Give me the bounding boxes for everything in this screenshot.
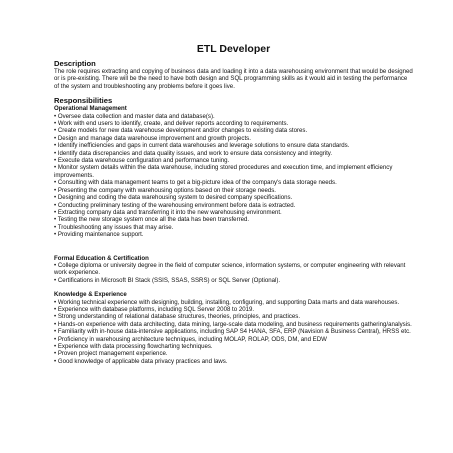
list-item: • Hands-on experience with data architecting, data mining, large-scale data modeling, and business requirements gathering/analysis. <box>54 320 412 328</box>
list-item: • Conducting preliminary testing of the warehousing environment before data is extracted. <box>54 201 296 209</box>
list-item: • Strong understanding of relational database structures, theories, principles, and practices. <box>54 313 301 321</box>
list-item: • Identify data discrepancies and data quality issues, and work to ensure data consistency and integrity. <box>54 149 333 157</box>
list-item: • Experience with data processing flowcharting techniques. <box>54 343 213 350</box>
list-item: • Working technical experience with designing, building, installing, configuring, and supporting Data marts and data warehouses. <box>54 298 400 306</box>
document-title: ETL Developer <box>196 43 271 55</box>
list-item: • Troubleshooting any issues that may arise. <box>54 223 174 231</box>
list-item: • Testing the new storage system once all the data has been transferred. <box>54 216 250 224</box>
list-item: • Designing and coding the data warehousing system to desired company specifications. <box>54 194 293 202</box>
list-item: • Identify inefficiencies and gaps in current data warehouses and leverage solutions to ensure data standards. <box>54 142 350 150</box>
list-item: • Providing maintenance support. <box>54 231 144 239</box>
responsibilities-heading: Responsibilities <box>54 96 113 106</box>
list-item: • Oversee data collection and master data and database(s). <box>54 112 215 120</box>
education-heading: Formal Education & Certification <box>54 254 149 262</box>
operational-management-subheading: Operational Management <box>54 105 127 113</box>
list-item: • Certifications in Microsoft BI Stack (SSIS, SSAS, SSRS) or SQL Server (Optional). <box>54 276 281 284</box>
list-item: • Experience with database platforms, including SQL Server 2008 to 2019. <box>54 305 255 313</box>
responsibilities-list <box>54 113 413 239</box>
list-item: • Execute data warehouse configuration and performance tuning. <box>54 157 230 165</box>
list-item: • Work with end users to identify, create, and deliver reports according to requirements. <box>54 120 289 128</box>
knowledge-list <box>54 299 413 366</box>
list-item: • Presenting the company with warehousing options based on their storage needs. <box>54 186 276 194</box>
list-item: • Monitor system details within the data warehouse, including stored procedures and execution time, and implement efficiency improvements. <box>54 164 393 179</box>
list-item: • Good knowledge of applicable data privacy practices and laws. <box>54 357 228 365</box>
list-item: • Proficiency in warehousing architecture techniques, including MOLAP, ROLAP, ODS, DM, and EDW <box>54 335 327 343</box>
description-text: The role requires extracting and copying of business data and loading it into a data warehousing environment that would be designed or is pre-existing. There will be the need to have both design and SQL programming skills as it would aid in testing the performance of the system and troubleshooting any problems before it goes live. <box>54 68 413 90</box>
list-item: • Consulting with data management teams to get a big-picture idea of the company's data storage needs. <box>54 179 337 187</box>
list-item: • Extracting company data and transferring it into the new warehousing environment. <box>54 208 282 216</box>
list-item: • Proven project management experience. <box>54 350 168 358</box>
list-item: • Create models for new data warehouse development and/or changes to existing data stores. <box>54 127 308 135</box>
knowledge-heading: Knowledge & Experience <box>54 291 127 299</box>
list-item: • Familiarity with in-house data-intensive applications, including SAP S4 HANA, SFA, ERP (Navision & Business Central), HRSS etc. <box>54 328 411 336</box>
education-list <box>54 262 413 284</box>
list-item: • Design and manage data warehouse improvement and growth projects. <box>54 134 251 142</box>
list-item: • College diploma or university degree in the field of computer science, information systems, or computer engineering with relevant work experience. <box>54 261 406 277</box>
description-heading: Description <box>54 59 96 68</box>
